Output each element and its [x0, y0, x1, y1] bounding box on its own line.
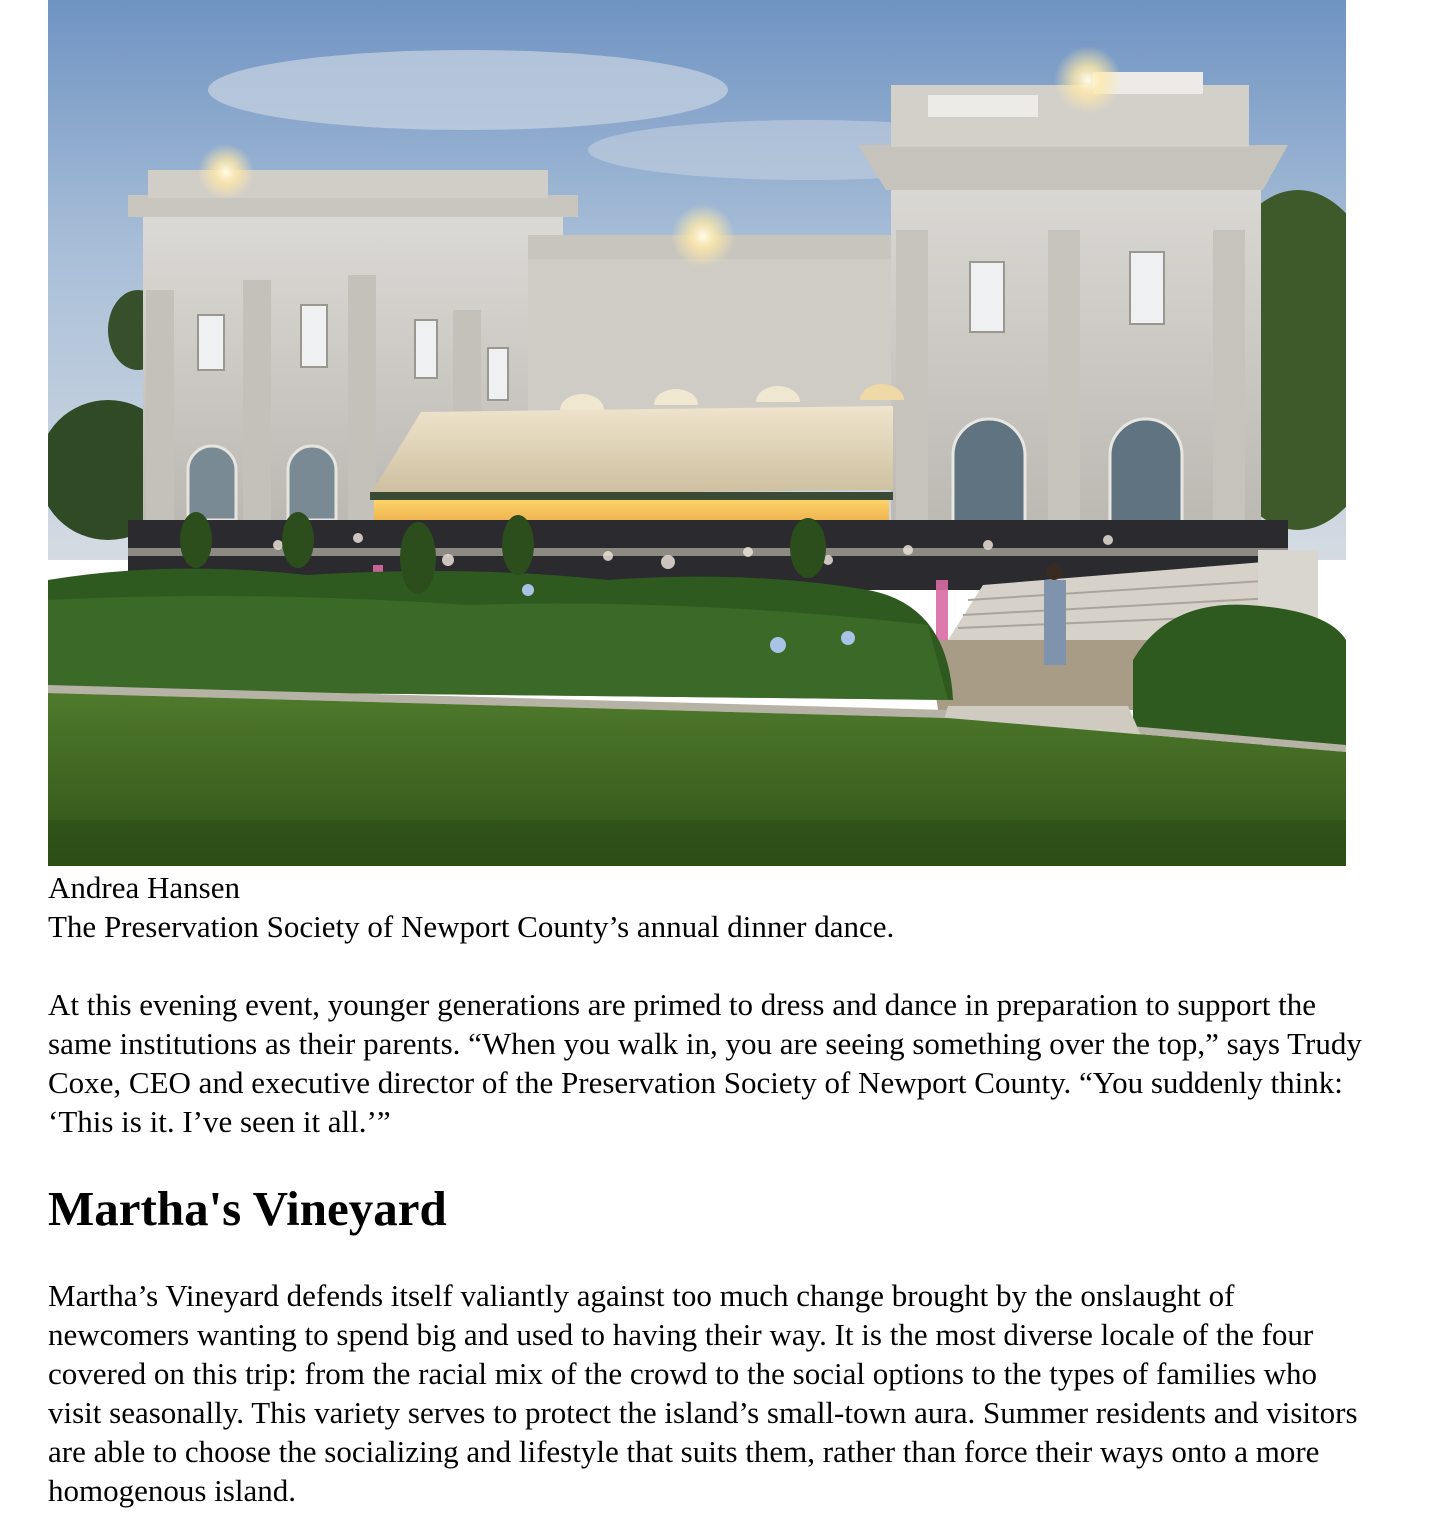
- section-heading: Martha's Vineyard: [48, 1181, 447, 1236]
- article-paragraph-2: Martha’s Vineyard defends itself valiantly against too much change brought by the onslaught of newcomers wanting to spend big and used to having their way. It is the most diverse locale of the four covered on this trip: from the racial mix of the crowd to the social options to the types of families who visit seasonally. This variety serves to protect the island’s small-town aura. Summer residents and visitors are able to choose the socializing and lifestyle that suits them, rather than force their ways onto a more homogenous island.: [48, 1278, 1358, 1508]
- article-paragraph-1: At this evening event, younger generations are primed to dress and dance in preparation to support the same institutions as their parents. “When you walk in, you are seeing something over the top,” says Trudy Coxe, CEO and executive director of the Preservation Society of Newport County. “You suddenly think: ‘This is it. I’ve seen it all.’”: [48, 987, 1362, 1139]
- photo-caption: [48, 868, 1388, 946]
- mansion-event-photo: [48, 0, 1346, 866]
- caption-text: The Preservation Society of Newport County’s annual dinner dance.: [48, 909, 895, 944]
- photo-credit: Andrea Hansen: [48, 870, 240, 905]
